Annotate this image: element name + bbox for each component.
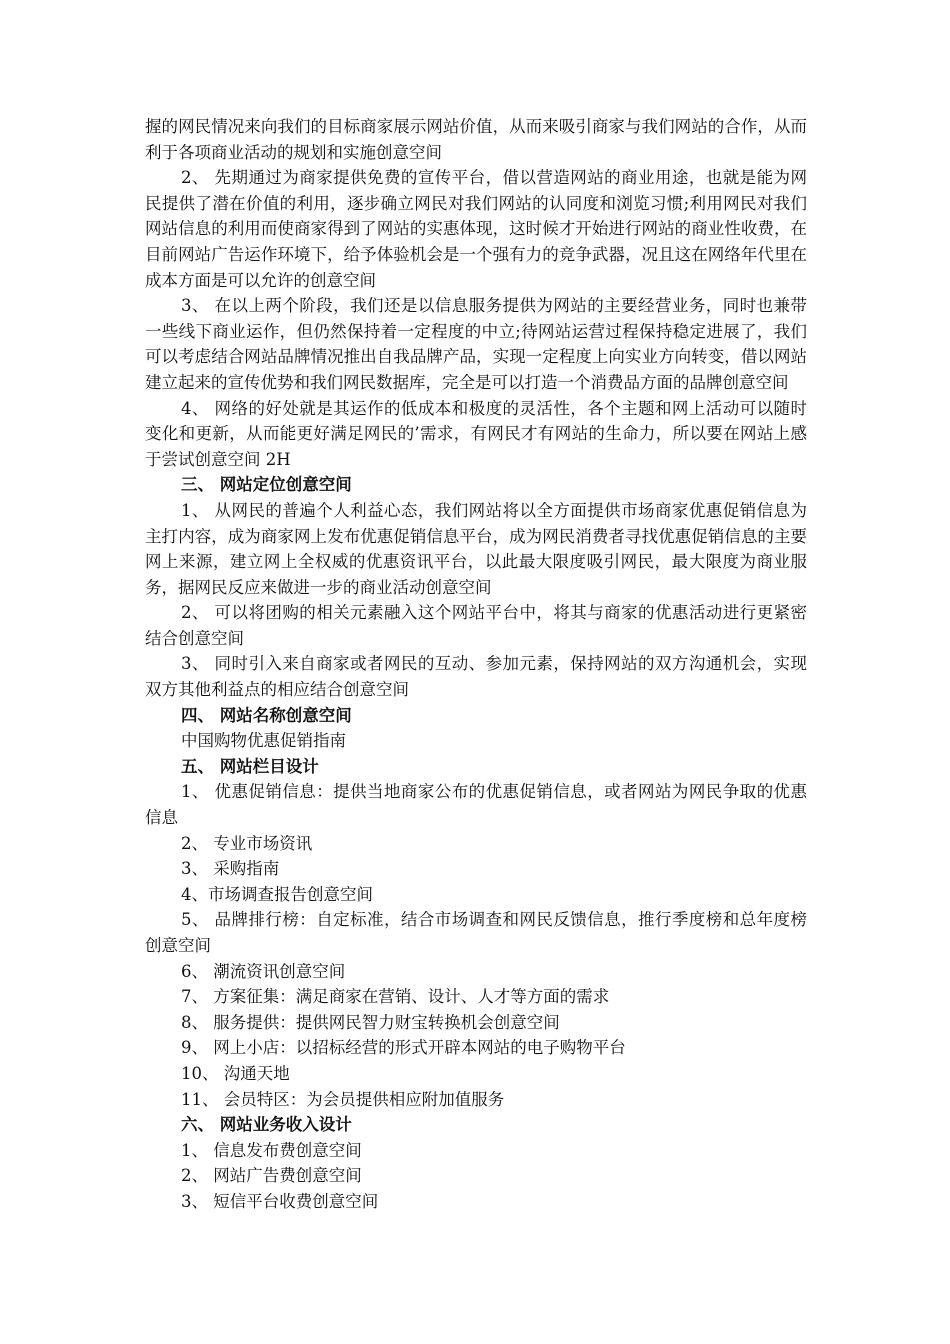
- section-heading-positioning: 三、 网站定位创意空间: [181, 475, 352, 495]
- paragraph-stage-4: 4、 网络的好处就是其运作的低成本和极度的灵活性，各个主题和网上活动可以随时变化和更新，从而能更好满足网民的’需求，有网民才有网站的生命力，所以要在网站上感于尝试创意空间 2H: [145, 398, 807, 469]
- paragraph-positioning-1: 1、 从网民的普遍个人利益心态，我们网站将以全方面提供市场商家优惠促销信息为主打内容，成为商家网上发布优惠促销信息平台，成为网民消费者寻找优惠促销信息的主要网上来源，建立网上全权威的优惠资讯平台，以此最大限度吸引网民，最大限度为商业服务，据网民反应来做进一步的商业活动创意空间: [145, 500, 807, 597]
- list-item-column-3: 3、 采购指南: [181, 859, 280, 879]
- paragraph-positioning-3: 3、 同时引入来自商家或者网民的互动、参加元素，保持网站的双方沟通机会，实现双方其他利益点的相应结合创意空间: [145, 654, 807, 700]
- list-item-column-10: 10、 沟通天地: [181, 1063, 290, 1083]
- list-item-column-7: 7、 方案征集：满足商家在营销、设计、人才等方面的需求: [181, 987, 610, 1007]
- section-heading-revenue: 六、 网站业务收入设计: [181, 1115, 352, 1135]
- paragraph-intro-continued: 握的网民情况来向我们的目标商家展示网站价值，从而来吸引商家与我们网站的合作，从而利于各项商业活动的规划和实施创意空间: [145, 117, 807, 162]
- list-item-column-5: 5、 品牌排行榜：自定标准，结合市场调查和网民反馈信息，推行季度榜和总年度榜创意空间: [145, 910, 807, 955]
- list-item-column-2: 2、 专业市场资讯: [181, 833, 313, 853]
- list-item-revenue-3: 3、 短信平台收费创意空间: [181, 1191, 379, 1211]
- paragraph-positioning-2: 2、 可以将团购的相关元素融入这个网站平台中，将其与商家的优惠活动进行更紧密结合创意空间: [145, 603, 807, 648]
- section-heading-site-name: 四、 网站名称创意空间: [181, 705, 352, 725]
- paragraph-site-name: 中国购物优惠促销指南: [181, 731, 346, 751]
- list-item-revenue-1: 1、 信息发布费创意空间: [181, 1140, 362, 1160]
- list-item-column-4: 4、市场调查报告创意空间: [181, 884, 373, 904]
- paragraph-stage-3: 3、 在以上两个阶段，我们还是以信息服务提供为网站的主要经营业务，同时也兼带一些线下商业运作，但仍然保持着一定程度的中立;待网站运营过程保持稳定进展了，我们可以考虑结合网站品牌情况推出自我品牌产品，实现一定程度上向实业方向转变，借以网站建立起来的宣传优势和我们网民数据库，完全是可以打造一个消费品方面的品牌创意空间: [145, 296, 807, 392]
- list-item-revenue-2: 2、 网站广告费创意空间: [181, 1166, 362, 1186]
- section-heading-columns: 五、 网站栏目设计: [181, 756, 319, 776]
- paragraph-stage-2: 2、 先期通过为商家提供免费的宣传平台，借以营造网站的商业用途，也就是能为网民提供了潜在价值的利用，逐步确立网民对我们网站的认同度和浏览习惯;利用网民对我们网站信息的利用而使商家得到了网站的实惠体现，这时候才开始进行网站的商业性收费，在目前网站广告运作环境下，给予体验机会是一个强有力的竞争武器，况且这在网络年代里在成本方面是可以允许的创意空间: [145, 168, 807, 290]
- list-item-column-6: 6、 潮流资讯创意空间: [181, 961, 346, 981]
- list-item-column-8: 8、 服务提供：提供网民智力财宝转换机会创意空间: [181, 1012, 560, 1032]
- list-item-column-11: 11、 会员特区：为会员提供相应附加值服务: [181, 1089, 505, 1109]
- list-item-column-1: 1、 优惠促销信息：提供当地商家公布的优惠促销信息，或者网站为网民争取的优惠信息: [145, 782, 807, 828]
- document-page: [145, 114, 807, 1215]
- list-item-column-9: 9、 网上小店：以招标经营的形式开辟本网站的电子购物平台: [181, 1038, 626, 1058]
